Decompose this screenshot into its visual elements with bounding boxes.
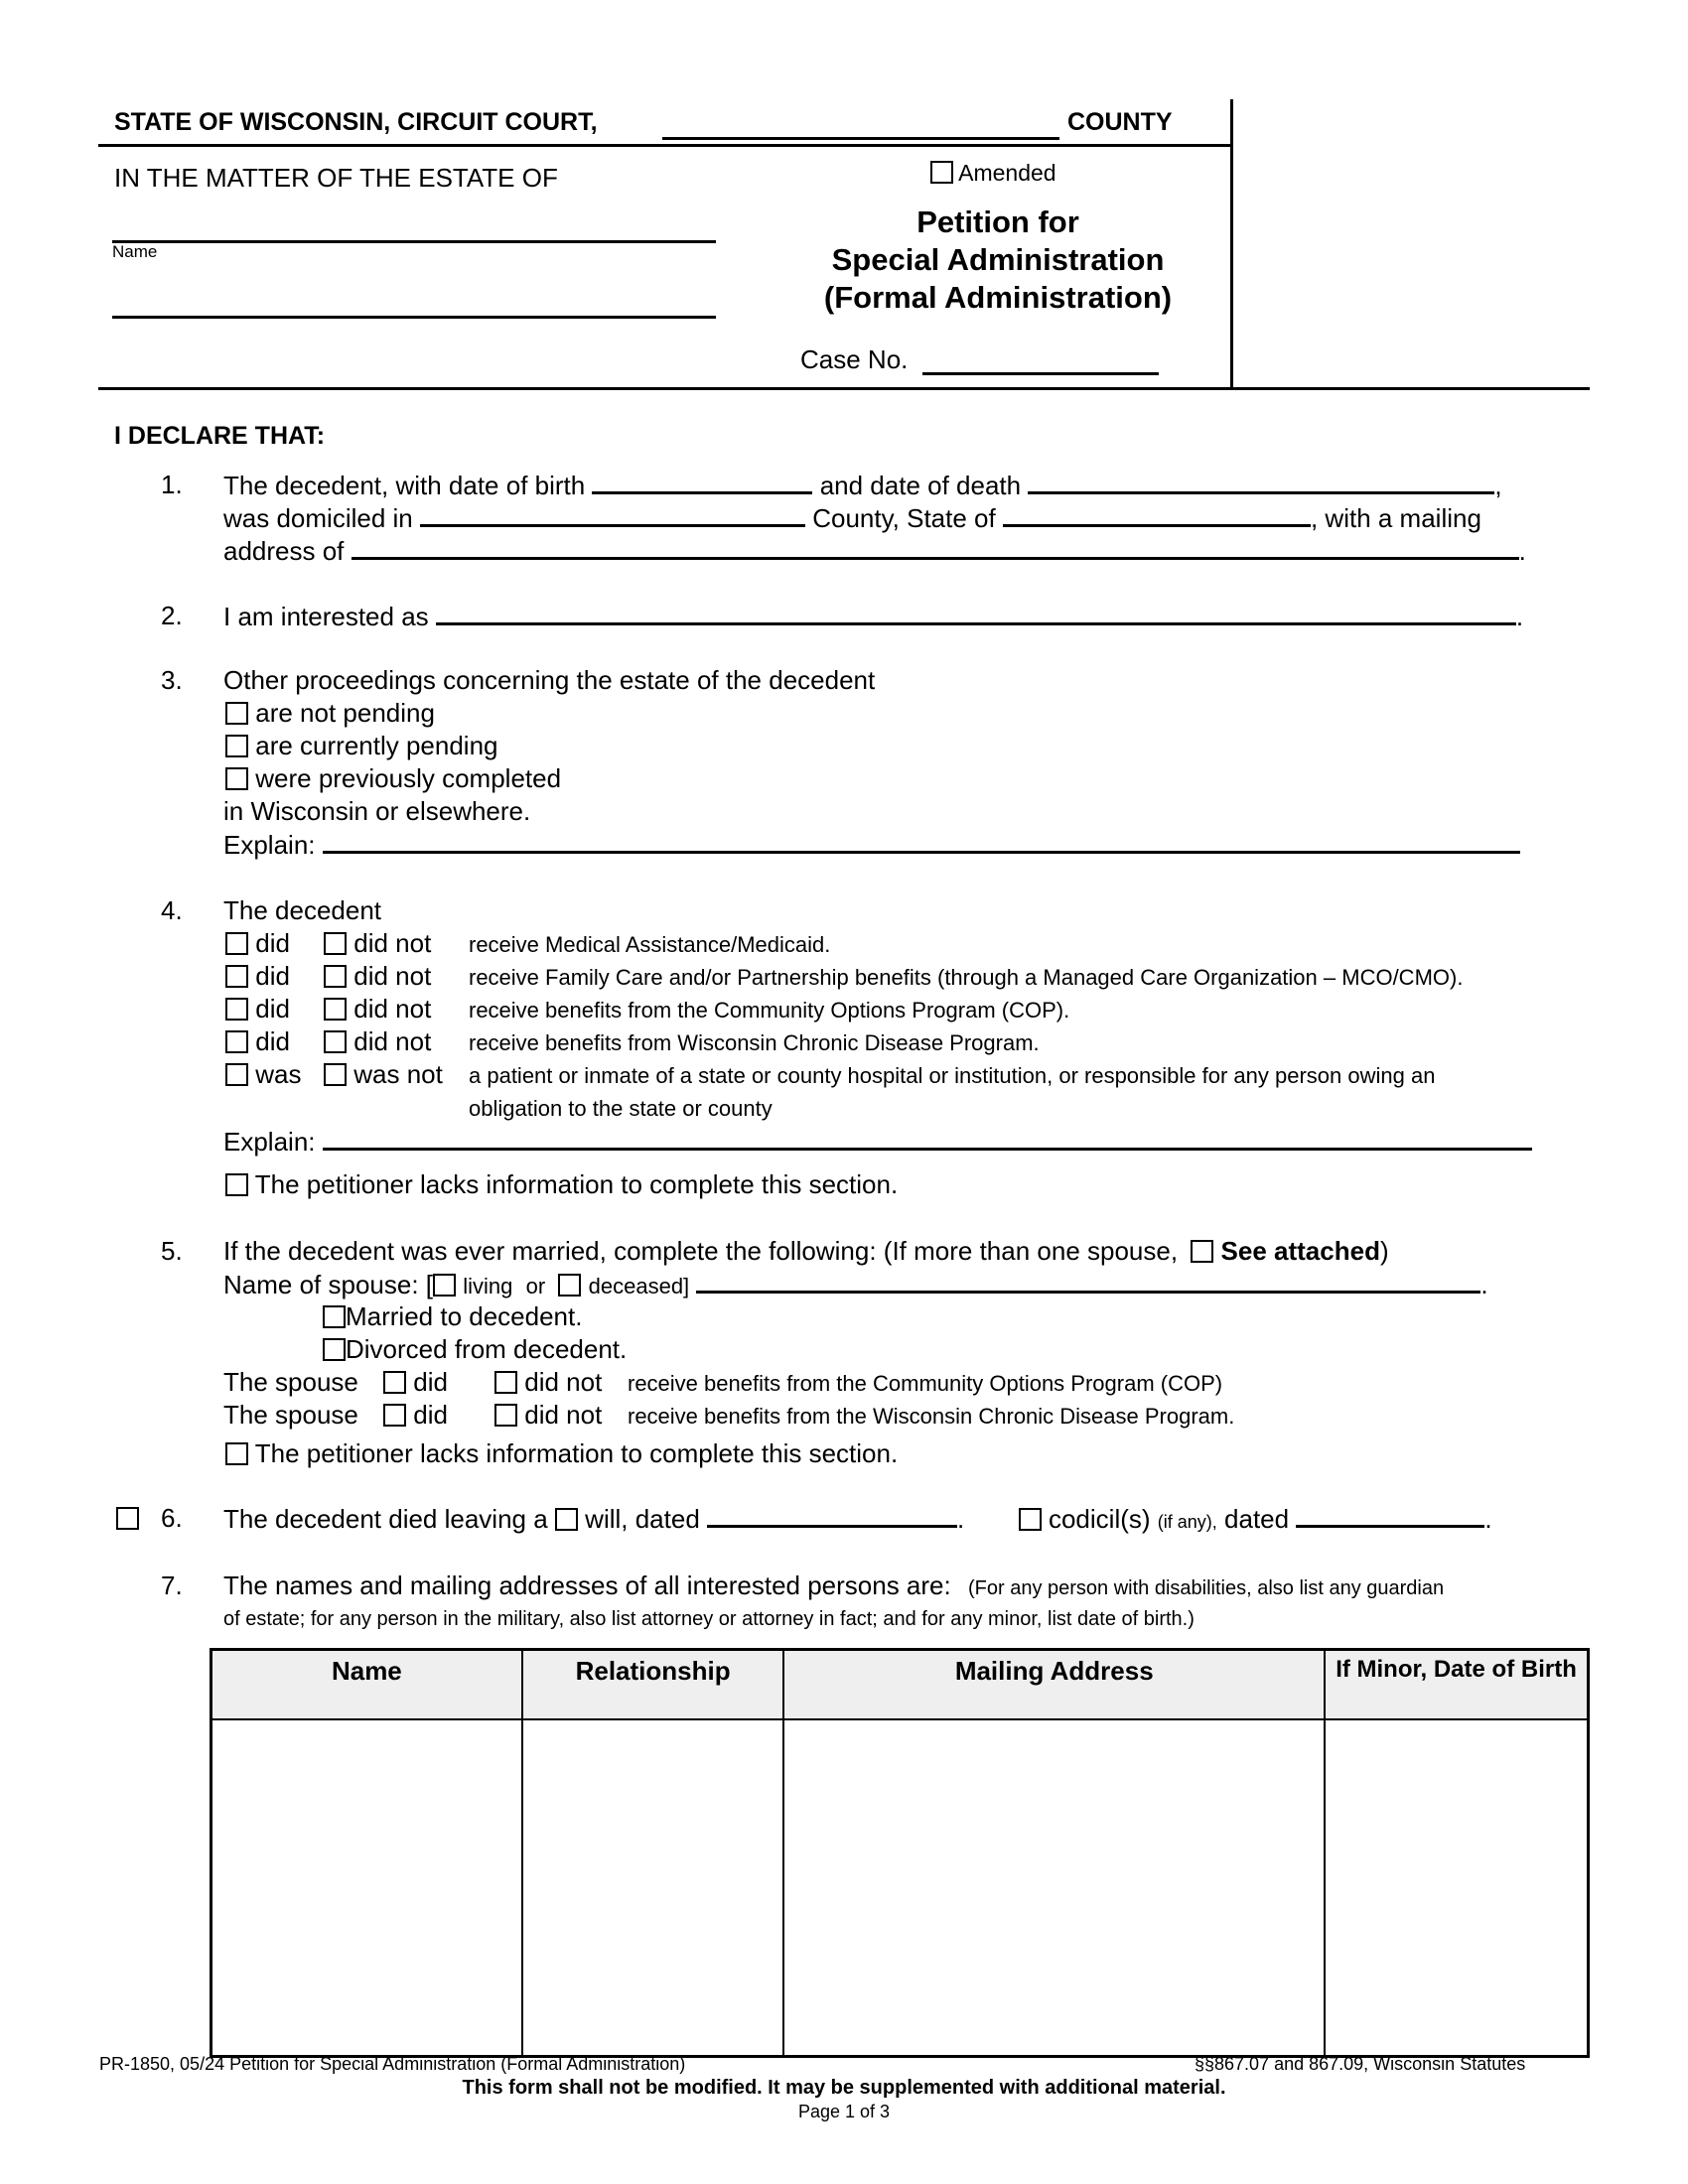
divorced-option[interactable]: Divorced from decedent. bbox=[323, 1334, 627, 1364]
see-attached-label: See attached bbox=[1220, 1236, 1380, 1266]
spouse-label: The spouse bbox=[223, 1367, 358, 1397]
estate-of-label: IN THE MATTER OF THE ESTATE OF bbox=[114, 163, 558, 193]
form-title-line-1: Petition for bbox=[916, 205, 1079, 239]
court-heading bbox=[114, 107, 598, 137]
spouse-name-field[interactable] bbox=[696, 1269, 1480, 1294]
item-4-lacks-info[interactable]: The petitioner lacks information to complete this section. bbox=[225, 1169, 898, 1199]
did-checkbox[interactable] bbox=[383, 1404, 406, 1427]
item-1-line-2: was domiciled in County, State of , with a mailing bbox=[223, 503, 1481, 533]
cell-mailing-address[interactable] bbox=[783, 1719, 1325, 2057]
not-pending-checkbox[interactable] bbox=[225, 702, 248, 725]
did-not-option[interactable]: did not bbox=[494, 1400, 602, 1430]
item-4-explain-field[interactable] bbox=[323, 1126, 1532, 1151]
benefit-desc-cont: obligation to the state or county bbox=[469, 1096, 773, 1121]
item-5-line-1: If the decedent was ever married, complete the following: (If more than one spouse, See attached) bbox=[223, 1236, 1389, 1266]
item-1-line-1: The decedent, with date of birth and date of death , bbox=[223, 471, 1502, 500]
previously-completed-checkbox[interactable] bbox=[225, 767, 248, 790]
married-checkbox[interactable] bbox=[323, 1305, 346, 1328]
did-option[interactable]: did bbox=[225, 961, 290, 991]
did-not-checkbox[interactable] bbox=[324, 932, 347, 955]
column-header-minor-dob: If Minor, Date of Birth bbox=[1325, 1650, 1588, 1720]
case-no-label: Case No. bbox=[800, 344, 909, 374]
did-checkbox[interactable] bbox=[225, 998, 248, 1021]
will-checkbox[interactable] bbox=[555, 1508, 578, 1531]
did-not-checkbox[interactable] bbox=[494, 1371, 517, 1394]
did-option[interactable]: did bbox=[225, 928, 290, 958]
did-checkbox[interactable] bbox=[225, 932, 248, 955]
cell-minor-dob[interactable] bbox=[1325, 1719, 1588, 2057]
did-option[interactable]: did bbox=[225, 1026, 290, 1056]
item-number: 2. bbox=[161, 601, 183, 630]
was-not-option[interactable]: was not bbox=[324, 1059, 443, 1089]
name-label: Name bbox=[112, 242, 158, 261]
cell-relationship[interactable] bbox=[522, 1719, 784, 2057]
lacks-info-checkbox[interactable] bbox=[225, 1442, 248, 1465]
item-7-line-1: The names and mailing addresses of all interested persons are: (For any person with disabilities, also list any guardian bbox=[223, 1570, 1445, 1600]
divorced-checkbox[interactable] bbox=[323, 1338, 346, 1361]
domicile-county-field[interactable] bbox=[420, 502, 805, 527]
benefit-desc: receive benefits from Wisconsin Chronic Disease Program. bbox=[469, 1030, 1040, 1055]
did-checkbox[interactable] bbox=[225, 965, 248, 988]
married-option[interactable]: Married to decedent. bbox=[323, 1301, 582, 1331]
did-checkbox[interactable] bbox=[225, 1030, 248, 1053]
statutes: §§867.07 and 867.09, Wisconsin Statutes bbox=[1195, 2054, 1526, 2074]
did-not-option[interactable]: did not bbox=[324, 1026, 431, 1056]
interest-field[interactable] bbox=[436, 601, 1516, 625]
amended-checkbox[interactable] bbox=[930, 161, 953, 184]
did-not-checkbox[interactable] bbox=[324, 965, 347, 988]
court-prefix: STATE OF WISCONSIN, CIRCUIT COURT, bbox=[114, 108, 598, 136]
amended-option[interactable] bbox=[930, 159, 1056, 187]
did-not-option[interactable]: did not bbox=[324, 994, 431, 1024]
codicil-date-field[interactable] bbox=[1296, 1503, 1484, 1528]
codicil-checkbox[interactable] bbox=[1019, 1508, 1042, 1531]
did-not-checkbox[interactable] bbox=[494, 1404, 517, 1427]
amended-label: Amended bbox=[958, 160, 1056, 186]
option-previously-completed[interactable]: were previously completed bbox=[225, 763, 561, 793]
benefit-desc: receive Medical Assistance/Medicaid. bbox=[469, 932, 831, 957]
did-not-option[interactable]: did not bbox=[494, 1367, 602, 1397]
item-number: 4. bbox=[161, 895, 183, 925]
item-7-note-1: (For any person with disabilities, also list any guardian bbox=[967, 1577, 1445, 1599]
item-5-lacks-info[interactable]: The petitioner lacks information to complete this section. bbox=[225, 1438, 898, 1468]
date-of-birth-field[interactable] bbox=[592, 470, 812, 494]
option-currently-pending[interactable]: are currently pending bbox=[225, 731, 498, 760]
lacks-info-checkbox[interactable] bbox=[225, 1173, 248, 1196]
benefit-desc: receive Family Care and/or Partnership benefits (through a Managed Care Organization – MCO/CMO). bbox=[469, 965, 1464, 990]
mailing-address-field[interactable] bbox=[352, 535, 1519, 560]
benefit-desc: receive benefits from the Community Options Program (COP). bbox=[469, 998, 1070, 1023]
decedent-name-field-2[interactable] bbox=[112, 290, 716, 319]
interested-persons-table bbox=[210, 1648, 1590, 2058]
option-not-pending[interactable]: are not pending bbox=[225, 698, 435, 728]
living-checkbox[interactable] bbox=[433, 1274, 456, 1297]
item-number: 3. bbox=[161, 665, 183, 695]
column-header-name: Name bbox=[211, 1650, 522, 1720]
did-option[interactable]: did bbox=[225, 994, 290, 1024]
county-field[interactable] bbox=[662, 111, 1059, 140]
did-not-checkbox[interactable] bbox=[324, 998, 347, 1021]
did-not-option[interactable]: did not bbox=[324, 961, 431, 991]
spouse-benefit-desc: receive benefits from the Community Options Program (COP) bbox=[628, 1371, 1223, 1396]
item-3-explain-field[interactable] bbox=[323, 829, 1520, 854]
did-checkbox[interactable] bbox=[383, 1371, 406, 1394]
item-3-location: in Wisconsin or elsewhere. bbox=[223, 796, 531, 826]
page-number: Page 1 of 3 bbox=[797, 2102, 891, 2121]
modification-notice: This form shall not be modified. It may be supplemented with additional material. bbox=[462, 2077, 1226, 2099]
item-number: 7. bbox=[161, 1570, 183, 1600]
item-number: 5. bbox=[161, 1236, 183, 1266]
did-option[interactable]: did bbox=[383, 1400, 448, 1430]
date-of-death-field[interactable] bbox=[1028, 470, 1494, 494]
was-not-checkbox[interactable] bbox=[324, 1063, 347, 1086]
decedent-name-field[interactable] bbox=[112, 214, 716, 243]
currently-pending-checkbox[interactable] bbox=[225, 735, 248, 757]
was-option[interactable]: was bbox=[225, 1059, 301, 1089]
table-row bbox=[211, 1719, 1589, 2057]
domicile-state-field[interactable] bbox=[1003, 502, 1311, 527]
item-5-spouse-name-line: Name of spouse: [ living or deceased] . bbox=[223, 1270, 1488, 1299]
spouse-label: The spouse bbox=[223, 1400, 358, 1430]
declare-heading: I DECLARE THAT: bbox=[114, 422, 326, 450]
item-1-line-3: address of . bbox=[223, 536, 1526, 566]
form-title-line-3: (Formal Administration) bbox=[823, 280, 1173, 315]
item-7-note-2: of estate; for any person in the military, also list attorney or attorney in fact; and for any minor, list date of birth.) bbox=[223, 1608, 1195, 1630]
form-title-line-2: Special Administration bbox=[831, 242, 1165, 277]
see-attached-checkbox[interactable] bbox=[1191, 1240, 1213, 1263]
caption-header-rule bbox=[98, 144, 1232, 147]
case-no-field[interactable] bbox=[922, 346, 1159, 375]
item-4-text: The decedent bbox=[223, 895, 382, 925]
item-number: 6. bbox=[161, 1503, 183, 1533]
will-date-field[interactable] bbox=[707, 1503, 957, 1528]
benefit-desc: a patient or inmate of a state or county hospital or institution, or responsible for any person owing an bbox=[469, 1063, 1436, 1088]
form-title bbox=[774, 204, 1221, 317]
column-header-mailing-address: Mailing Address bbox=[783, 1650, 1325, 1720]
item-3-explain: Explain: bbox=[223, 829, 1520, 860]
cell-name[interactable] bbox=[211, 1719, 522, 2057]
did-option[interactable]: did bbox=[383, 1367, 448, 1397]
item-6-checkbox[interactable] bbox=[116, 1507, 139, 1530]
was-checkbox[interactable] bbox=[225, 1063, 248, 1086]
item-3-text: Other proceedings concerning the estate of the decedent bbox=[223, 665, 876, 695]
item-2-line: I am interested as . bbox=[223, 602, 1524, 631]
caption-bottom-rule bbox=[98, 387, 1590, 390]
did-not-checkbox[interactable] bbox=[324, 1030, 347, 1053]
deceased-checkbox[interactable] bbox=[558, 1274, 581, 1297]
item-6-line: The decedent died leaving a will, dated . codicil(s) (if any), dated . bbox=[223, 1504, 1492, 1534]
county-suffix: COUNTY bbox=[1067, 108, 1173, 136]
caption-vertical-divider bbox=[1230, 99, 1233, 389]
spouse-benefit-desc: receive benefits from the Wisconsin Chronic Disease Program. bbox=[628, 1404, 1235, 1429]
did-not-option[interactable]: did not bbox=[324, 928, 431, 958]
form-id: PR-1850, 05/24 Petition for Special Administration (Formal Administration) bbox=[99, 2054, 686, 2074]
item-number: 1. bbox=[161, 470, 183, 499]
item-4-explain: Explain: bbox=[223, 1126, 1532, 1157]
column-header-relationship: Relationship bbox=[522, 1650, 784, 1720]
table-header-row bbox=[211, 1650, 1589, 1720]
